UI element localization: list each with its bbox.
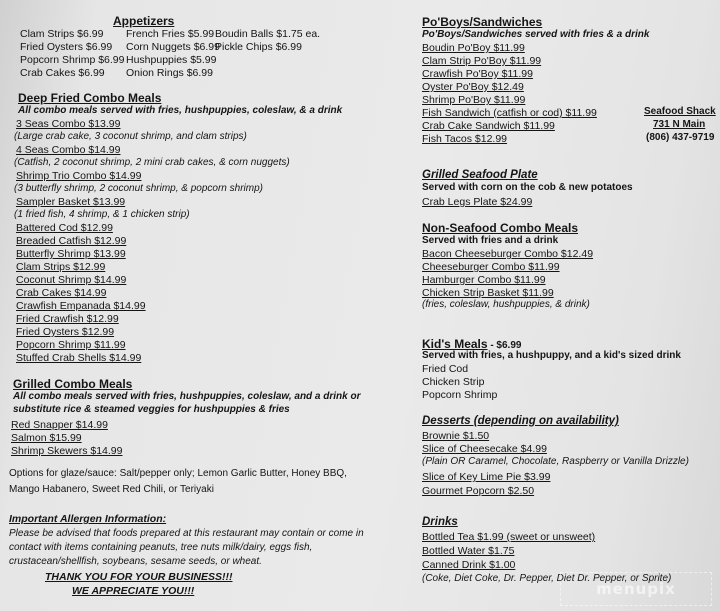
menu-item: Fish Sandwich (catfish or cod) $11.99 — [422, 107, 597, 119]
menu-item: Crab Cakes $14.99 — [16, 287, 107, 299]
item-description: (Catfish, 2 coconut shrimp, 2 mini crab cakes, & corn nuggets) — [14, 157, 290, 168]
item-description: (Large crab cake, 3 coconut shrimp, and clam strips) — [14, 131, 247, 142]
menu-item: Bottled Tea $1.99 (sweet or unsweet) — [422, 531, 596, 543]
item-description: (1 fried fish, 4 shrimp, & 1 chicken strip) — [14, 209, 190, 220]
menu-item: Fried Oysters $12.99 — [16, 326, 115, 338]
appetizer-item: Popcorn Shrimp $6.99 — [20, 54, 125, 66]
appetizer-item: Corn Nuggets $6.99 — [126, 41, 220, 53]
poboys-subtitle: Po'Boys/Sandwiches served with fries & a drink — [422, 29, 650, 40]
allergen-text: Please be advised that foods prepared at this restaurant may contain or come in — [9, 528, 364, 539]
grilled-plate-heading: Grilled Seafood Plate — [422, 169, 538, 181]
appetizer-item: Pickle Chips $6.99 — [215, 41, 302, 53]
watermark: menupix — [560, 572, 712, 606]
menu-item: Crab Cake Sandwich $11.99 — [422, 120, 555, 132]
shop-address: 731 N Main — [653, 119, 706, 130]
glaze-options: Options for glaze/sauce: Salt/pepper only; Lemon Garlic Butter, Honey BBQ, — [9, 468, 347, 479]
menu-item: Hamburger Combo $11.99 — [422, 274, 546, 286]
non-seafood-heading: Non-Seafood Combo Meals — [422, 221, 579, 235]
allergen-heading: Important Allergen Information: — [9, 513, 167, 525]
allergen-text: crustacean/shellfish, soybeans, sesame seeds, or wheat. — [9, 556, 262, 567]
menu-item: Shrimp Trio Combo $14.99 — [16, 170, 142, 182]
menu-item: Gourmet Popcorn $2.50 — [422, 485, 535, 497]
menu-item: Salmon $15.99 — [11, 432, 82, 444]
menu-item: Shrimp Skewers $14.99 — [11, 445, 123, 457]
menu-item: Popcorn Shrimp — [422, 389, 498, 401]
appetizer-item: Boudin Balls $1.75 ea. — [215, 28, 321, 40]
item-description: (Plain OR Caramel, Chocolate, Raspberry or Vanilla Drizzle) — [422, 456, 689, 467]
shop-name: Seafood Shack — [644, 106, 716, 117]
appetizer-item: Onion Rings $6.99 — [126, 67, 213, 79]
menu-item: Chicken Strip Basket $11.99 — [422, 287, 554, 299]
appetizers-table — [20, 28, 410, 80]
menu-item: Brownie $1.50 — [422, 430, 490, 442]
menu-item: Sampler Basket $13.99 — [16, 196, 126, 208]
grilled-plate-subtitle: Served with corn on the cob & new potatoes — [422, 182, 633, 193]
item-description: (Coke, Diet Coke, Dr. Pepper, Diet Dr. Pepper, or Sprite) — [422, 573, 672, 584]
item-description: (3 butterfly shrimp, 2 coconut shrimp, & popcorn shrimp) — [14, 183, 263, 194]
appetizer-item: Fried Oysters $6.99 — [20, 41, 113, 53]
deep-fried-subtitle: All combo meals served with fries, hushpuppies, coleslaw, & a drink — [18, 105, 343, 116]
menu-item: 4 Seas Combo $14.99 — [16, 144, 121, 156]
appetizer-item: Crab Cakes $6.99 — [20, 67, 105, 79]
menu-item: Fish Tacos $12.99 — [422, 133, 508, 145]
appetizer-item: French Fries $5.99 — [126, 28, 215, 40]
desserts-heading: Desserts (depending on availability) — [422, 415, 619, 427]
menu-item: Canned Drink $1.00 — [422, 559, 516, 571]
menu-item: Coconut Shrimp $14.99 — [16, 274, 127, 286]
menu-item: Bacon Cheeseburger Combo $12.49 — [422, 248, 594, 260]
menu-item: Popcorn Shrimp $11.99 — [16, 339, 126, 351]
drinks-heading: Drinks — [422, 516, 458, 528]
menu-item: Butterfly Shrimp $13.99 — [16, 248, 126, 260]
non-seafood-subtitle: Served with fries and a drink — [422, 235, 559, 246]
menu-item: Breaded Catfish $12.99 — [16, 235, 127, 247]
menu-item: Shrimp Po'Boy $11.99 — [422, 94, 526, 106]
menu-item: Fried Cod — [422, 363, 469, 375]
menu-item: Clam Strips $12.99 — [16, 261, 106, 273]
kids-price: - $6.99 — [487, 340, 522, 351]
menu-item: Bottled Water $1.75 — [422, 545, 515, 557]
item-description: (fries, coleslaw, hushpuppies, & drink) — [422, 299, 590, 310]
menu-item: Clam Strip Po'Boy $11.99 — [422, 55, 542, 67]
menu-item: Chicken Strip — [422, 376, 485, 388]
menu-item: Slice of Key Lime Pie $3.99 — [422, 471, 551, 483]
thank-you-text: WE APPRECIATE YOU!!! — [72, 585, 195, 597]
menu-item: Cheeseburger Combo $11.99 — [422, 261, 560, 273]
thank-you-text: THANK YOU FOR YOUR BUSINESS!!! — [45, 571, 233, 583]
appetizer-item: Hushpuppies $5.99 — [126, 54, 217, 66]
kids-subtitle: Served with fries, a hushpuppy, and a kid's sized drink — [422, 350, 681, 361]
menu-item: Crab Legs Plate $24.99 — [422, 196, 533, 208]
menu-item: Boudin Po'Boy $11.99 — [422, 42, 525, 54]
menu-item: Oyster Po'Boy $12.49 — [422, 81, 524, 93]
allergen-text: contact with items containing peanuts, tree nuts milk/dairy, eggs fish, — [9, 542, 313, 553]
menu-item: Crawfish Empanada $14.99 — [16, 300, 146, 312]
menu-item: Battered Cod $12.99 — [16, 222, 113, 234]
menu-item: Fried Crawfish $12.99 — [16, 313, 119, 325]
menu-item: 3 Seas Combo $13.99 — [16, 118, 121, 130]
poboys-heading: Po'Boys/Sandwiches — [422, 15, 543, 29]
deep-fried-heading: Deep Fried Combo Meals — [18, 91, 162, 105]
appetizers-heading: Appetizers — [113, 14, 175, 28]
appetizer-item: Clam Strips $6.99 — [20, 28, 104, 40]
kids-heading: Kid's Meals — [422, 337, 488, 351]
menu-item: Stuffed Crab Shells $14.99 — [16, 352, 142, 364]
menu-item: Crawfish Po'Boy $11.99 — [422, 68, 533, 80]
grilled-combo-subtitle: substitute rice & steamed veggies for hushpuppies & fries — [13, 404, 290, 415]
grilled-combo-subtitle: All combo meals served with fries, hushpuppies, coleslaw, and a drink or — [13, 391, 361, 402]
menu-item: Red Snapper $14.99 — [11, 419, 108, 431]
menu-item: Slice of Cheesecake $4.99 — [422, 443, 547, 455]
grilled-combo-heading: Grilled Combo Meals — [13, 377, 133, 391]
glaze-options: Mango Habanero, Sweet Red Chili, or Teriyaki — [9, 484, 214, 495]
shop-phone: (806) 437-9719 — [646, 132, 715, 143]
